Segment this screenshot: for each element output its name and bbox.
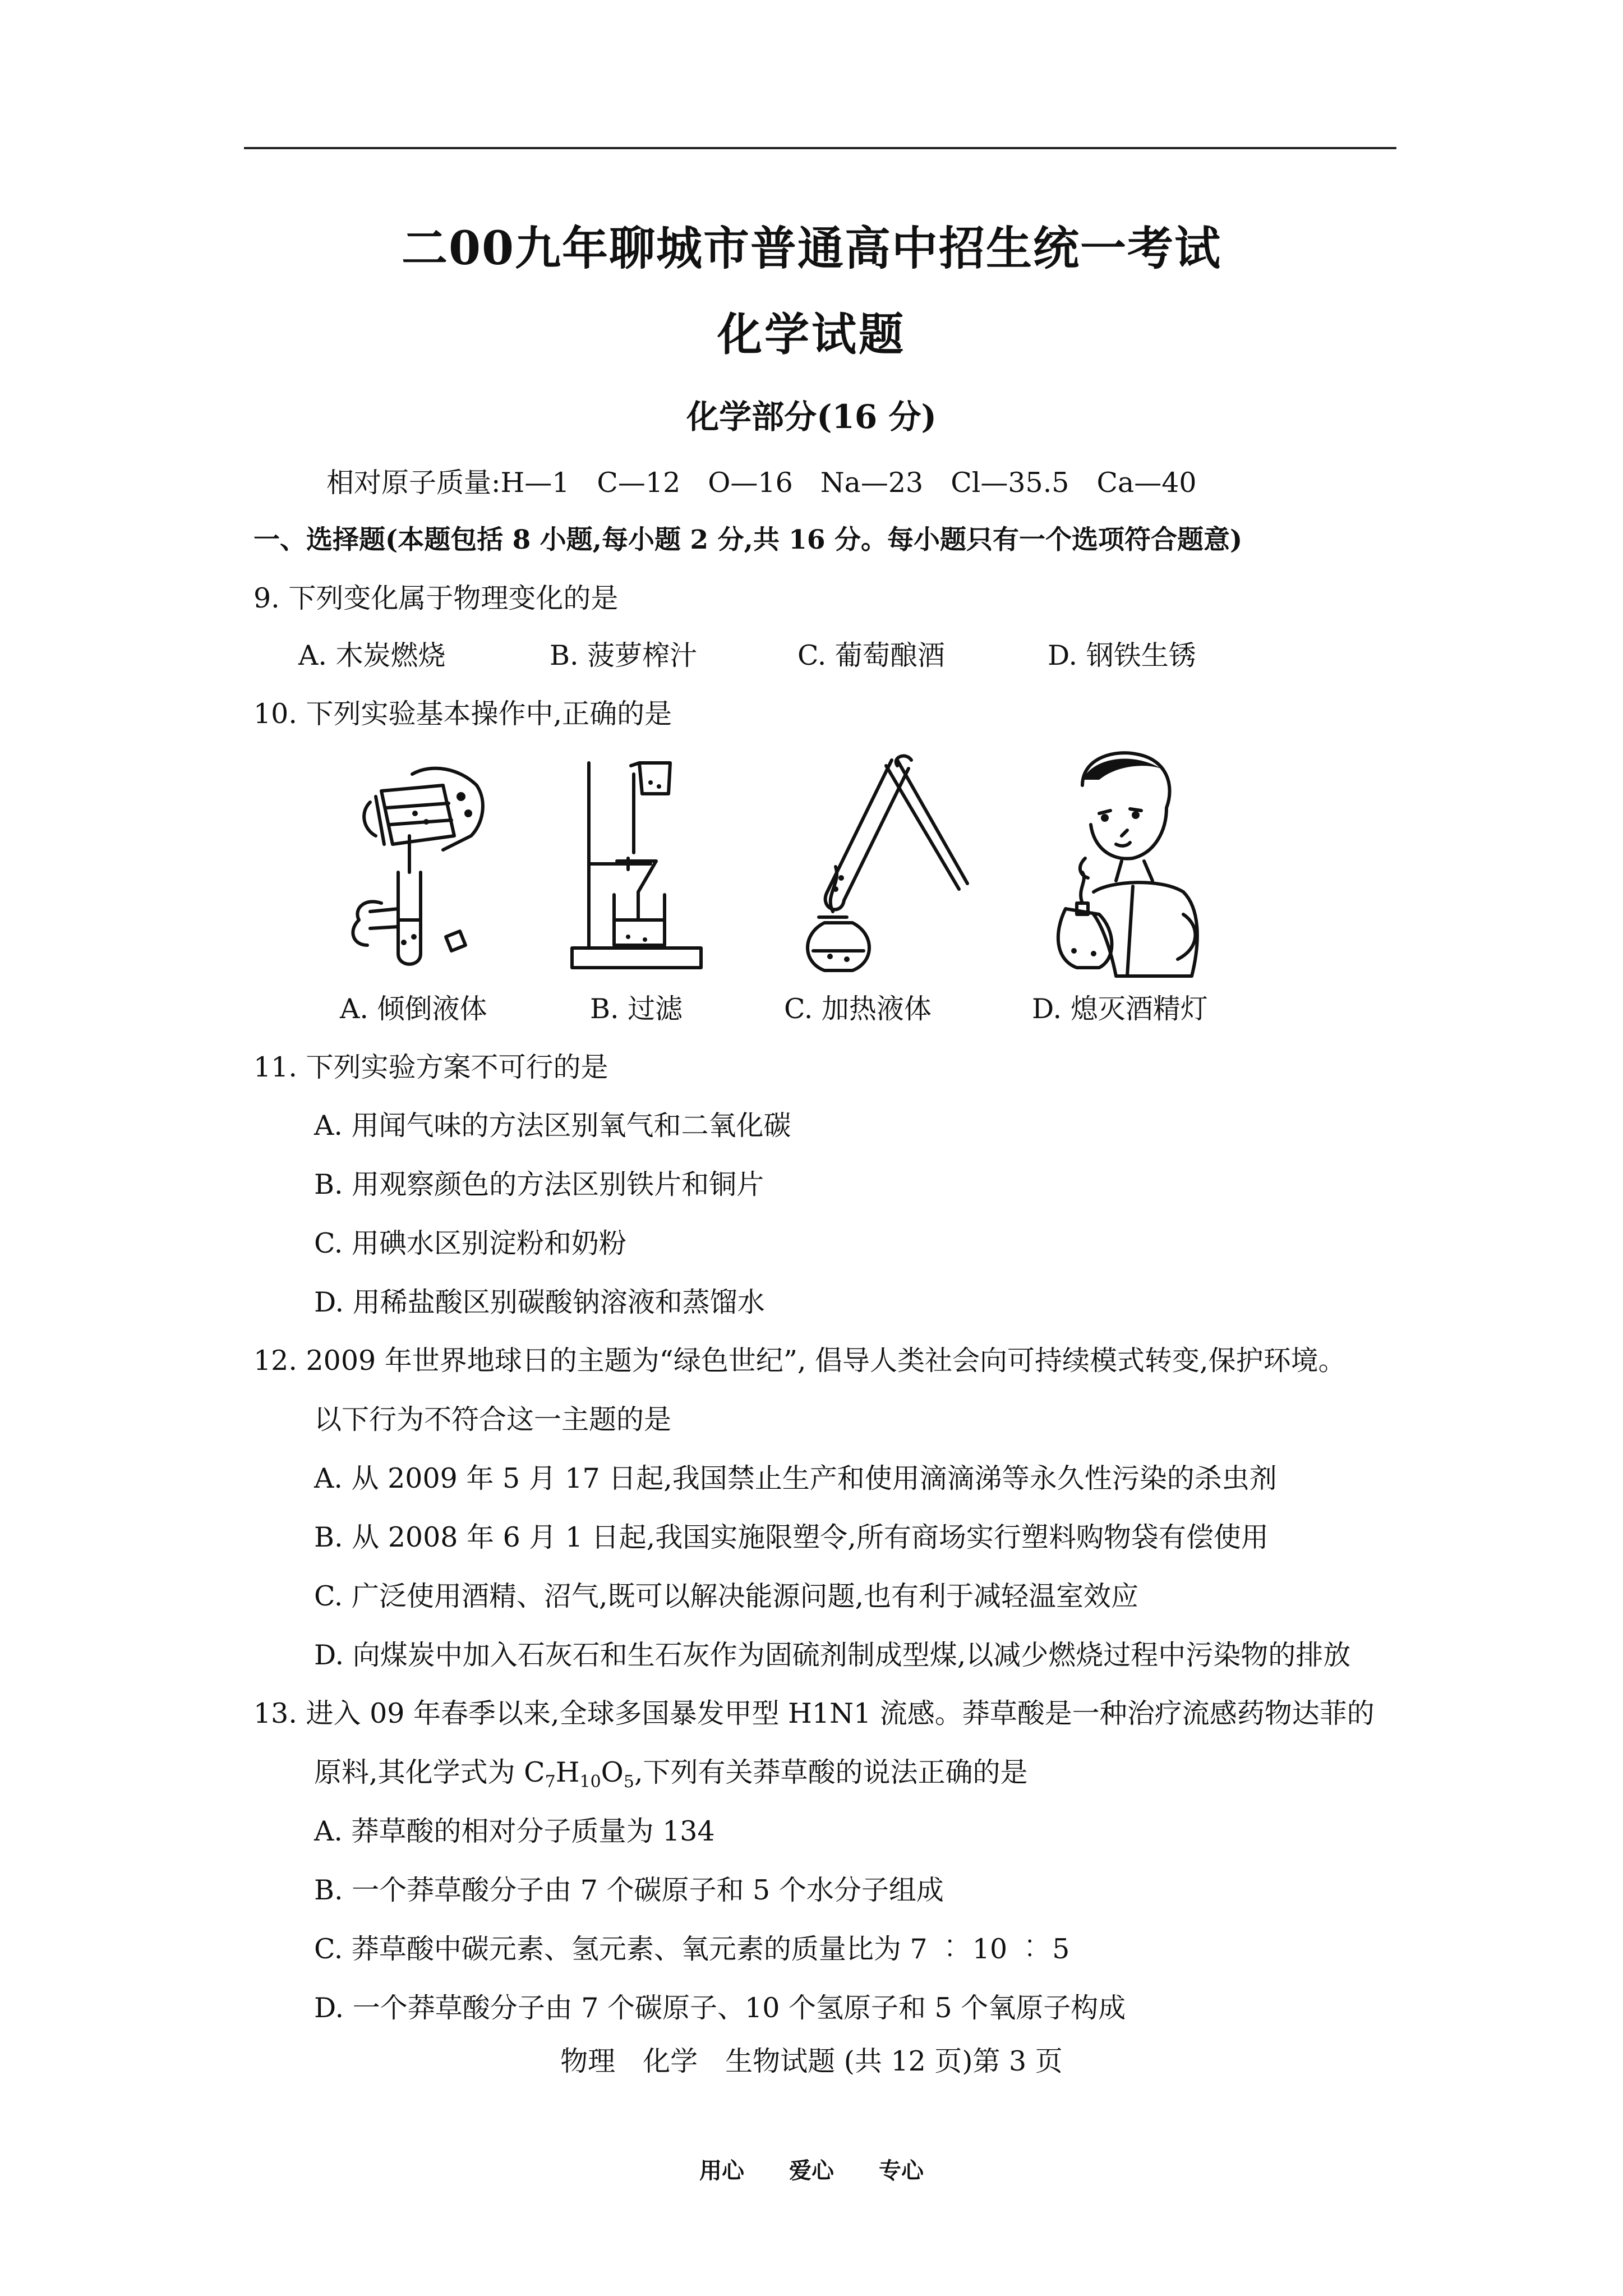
formula-h: H	[555, 1756, 580, 1788]
q12-stem-line2: 以下行为不符合这一主题的是	[314, 1404, 672, 1435]
formula-o: O	[601, 1756, 624, 1788]
q9-option-b: B. 菠萝榨汁	[550, 639, 698, 671]
subject-title: 化学试题	[717, 308, 906, 361]
q13-stem-pre: 原料,其化学式为 C	[314, 1756, 545, 1788]
formula-o-subscript: 5	[623, 1772, 634, 1792]
q13-option-b: B. 一个莽草酸分子由 7 个碳原子和 5 个水分子组成	[314, 1874, 944, 1906]
q13-option-d: D. 一个莽草酸分子由 7 个碳原子、10 个氢原子和 5 个氧原子构成	[314, 1992, 1126, 2024]
q10-option-c: C. 加热液体	[784, 993, 932, 1025]
blowing-out-lamp-figure	[1032, 746, 1217, 982]
q12-stem-line1: 12. 2009 年世界地球日的主题为“绿色世纪”, 倡导人类社会向可持续模式转变,保护环境。	[253, 1345, 1346, 1377]
q12-option-c: C. 广泛使用酒精、沼气,既可以解决能源问题,也有利于减轻温室效应	[314, 1580, 1139, 1612]
q9-stem: 9. 下列变化属于物理变化的是	[253, 582, 619, 614]
page-footer: 物理 化学 生物试题 (共 12 页)第 3 页	[560, 2045, 1063, 2077]
q12-option-a: A. 从 2009 年 5 月 17 日起,我国禁止生产和使用滴滴涕等永久性污染的杀虫剂	[314, 1462, 1277, 1494]
pouring-liquid-figure	[314, 752, 499, 976]
q10-option-a: A. 倾倒液体	[340, 993, 487, 1025]
q10-stem: 10. 下列实验基本操作中,正确的是	[253, 698, 672, 730]
q13-stem-line1: 13. 进入 09 年春季以来,全球多国暴发甲型 H1N1 流感。莽草酸是一种治疗流感药物达菲的	[253, 1697, 1375, 1729]
q11-option-a: A. 用闻气味的方法区别氧气和二氧化碳	[314, 1110, 791, 1142]
q9-option-a: A. 木炭燃烧	[298, 639, 446, 671]
q13-option-a: A. 莽草酸的相对分子质量为 134	[314, 1815, 715, 1847]
q13-stem-post: ,下列有关莽草酸的说法正确的是	[634, 1756, 1028, 1788]
q11-option-d: D. 用稀盐酸区别碳酸钠溶液和蒸馏水	[314, 1286, 765, 1318]
q9-option-d: D. 钢铁生锈	[1048, 639, 1196, 671]
q11-option-b: B. 用观察颜色的方法区别铁片和铜片	[314, 1168, 764, 1200]
q12-option-d: D. 向煤炭中加入石灰石和生石灰作为固硫剂制成型煤,以减少燃烧过程中污染物的排放	[314, 1639, 1351, 1671]
top-rule	[244, 147, 1396, 149]
motto-footer: 用心 爱心 专心	[699, 2157, 924, 2184]
q9-option-c: C. 葡萄酿酒	[797, 639, 945, 671]
q13-option-c: C. 莽草酸中碳元素、氢元素、氧元素的质量比为 7 ︰ 10 ︰ 5	[314, 1933, 1070, 1965]
q10-option-b: B. 过滤	[590, 993, 683, 1025]
q11-stem: 11. 下列实验方案不可行的是	[253, 1051, 608, 1083]
part1-heading: 一、选择题(本题包括 8 小题,每小题 2 分,共 16 分。每小题只有一个选项符合题意)	[253, 524, 1243, 555]
exam-title: 二00九年聊城市普通高中招生统一考试	[401, 222, 1222, 275]
section-title: 化学部分(16 分)	[686, 398, 937, 436]
q11-option-c: C. 用碘水区别淀粉和奶粉	[314, 1227, 626, 1259]
formula-c-subscript: 7	[545, 1772, 556, 1792]
filtration-figure	[566, 752, 718, 976]
q10-option-d: D. 熄灭酒精灯	[1032, 993, 1208, 1025]
atomic-masses: 相对原子质量:H—1 C—12 O—16 Na—23 Cl—35.5 Ca—40	[326, 467, 1197, 499]
q12-option-b: B. 从 2008 年 6 月 1 日起,我国实施限塑令,所有商场实行塑料购物袋有偿使用	[314, 1521, 1269, 1553]
q13-stem-line2	[314, 1751, 1028, 1792]
heating-liquid-figure	[780, 749, 981, 979]
formula-h-subscript: 10	[579, 1772, 601, 1792]
